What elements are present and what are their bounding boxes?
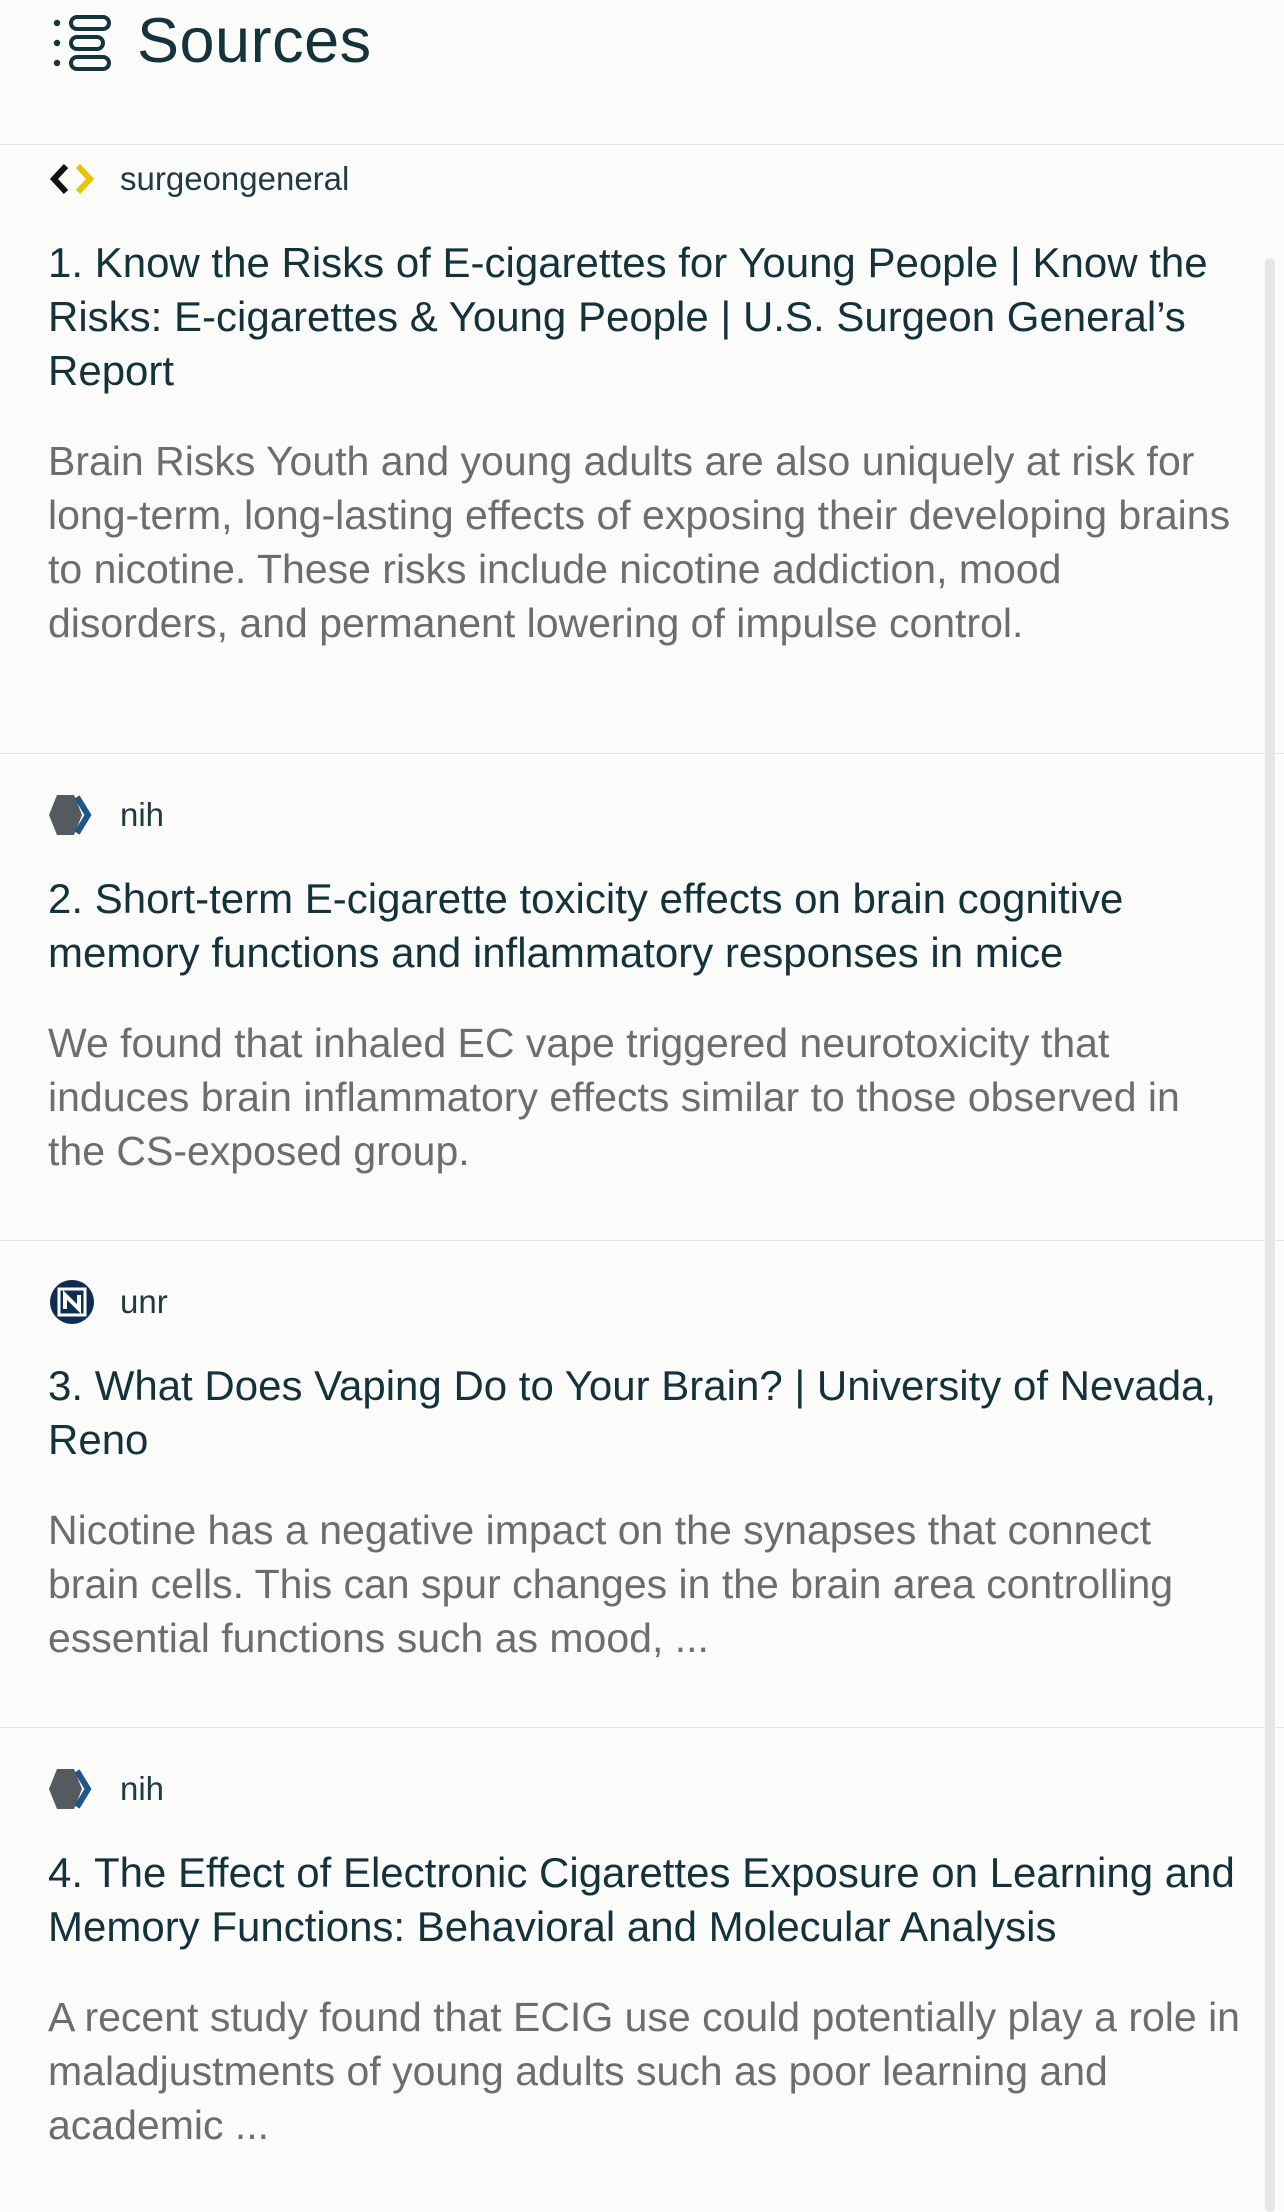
source-domain-row: [48, 1764, 164, 1814]
sources-list-icon: [52, 14, 114, 72]
page-title: Sources: [137, 6, 372, 76]
source-title-link[interactable]: 1. Know the Risks of E-cigarettes for Young People | Know the Risks: E-cigarettes & Young People | U.S. Surgeon General’s Report: [48, 239, 1208, 394]
nih-logo-icon: [48, 1765, 96, 1813]
scrollbar[interactable]: [1265, 258, 1275, 2212]
source-domain: unr: [120, 1283, 168, 1320]
sources-header: [0, 0, 1284, 145]
unr-logo-icon: [48, 1278, 96, 1326]
source-title-link[interactable]: 4. The Effect of Electronic Cigarettes Exposure on Learning and Memory Functions: Behavioral and Molecular Analysis: [48, 1849, 1235, 1950]
source-snippet: Brain Risks Youth and young adults are also uniquely at risk for long-term, long-lasting effects of exposing their developing brains to nicotine. These risks include nicotine addiction, mood disorders, and permanent lowering of impulse control.: [48, 438, 1231, 646]
sources-list: [0, 145, 1284, 2212]
source-card[interactable]: [0, 145, 1284, 754]
source-snippet: A recent study found that ECIG use could potentially play a role in maladjustments of young adults such as poor learning and academic ...: [48, 1994, 1240, 2148]
source-snippet: Nicotine has a negative impact on the synapses that connect brain cells. This can spur changes in the brain area controlling essential functions such as mood, ...: [48, 1507, 1174, 1661]
source-domain: nih: [120, 796, 165, 833]
source-domain-row: [48, 1277, 168, 1327]
source-card[interactable]: [0, 1241, 1284, 1728]
source-domain-row: [48, 790, 164, 840]
source-card[interactable]: [0, 754, 1284, 1241]
source-title-link[interactable]: 2. Short-term E-cigarette toxicity effects on brain cognitive memory functions and inflammatory responses in mice: [48, 875, 1124, 976]
source-domain: surgeongeneral: [120, 160, 350, 197]
source-card[interactable]: [0, 1728, 1284, 2212]
source-snippet: We found that inhaled EC vape triggered neurotoxicity that induces brain inflammatory effects similar to those observed in the CS-exposed group.: [48, 1020, 1180, 1174]
nih-logo-icon: [48, 791, 96, 839]
surgeongeneral-logo-icon: [48, 155, 96, 203]
source-title-link[interactable]: 3. What Does Vaping Do to Your Brain? | University of Nevada, Reno: [48, 1362, 1217, 1463]
source-domain: nih: [120, 1770, 165, 1807]
source-domain-row: [48, 154, 349, 204]
